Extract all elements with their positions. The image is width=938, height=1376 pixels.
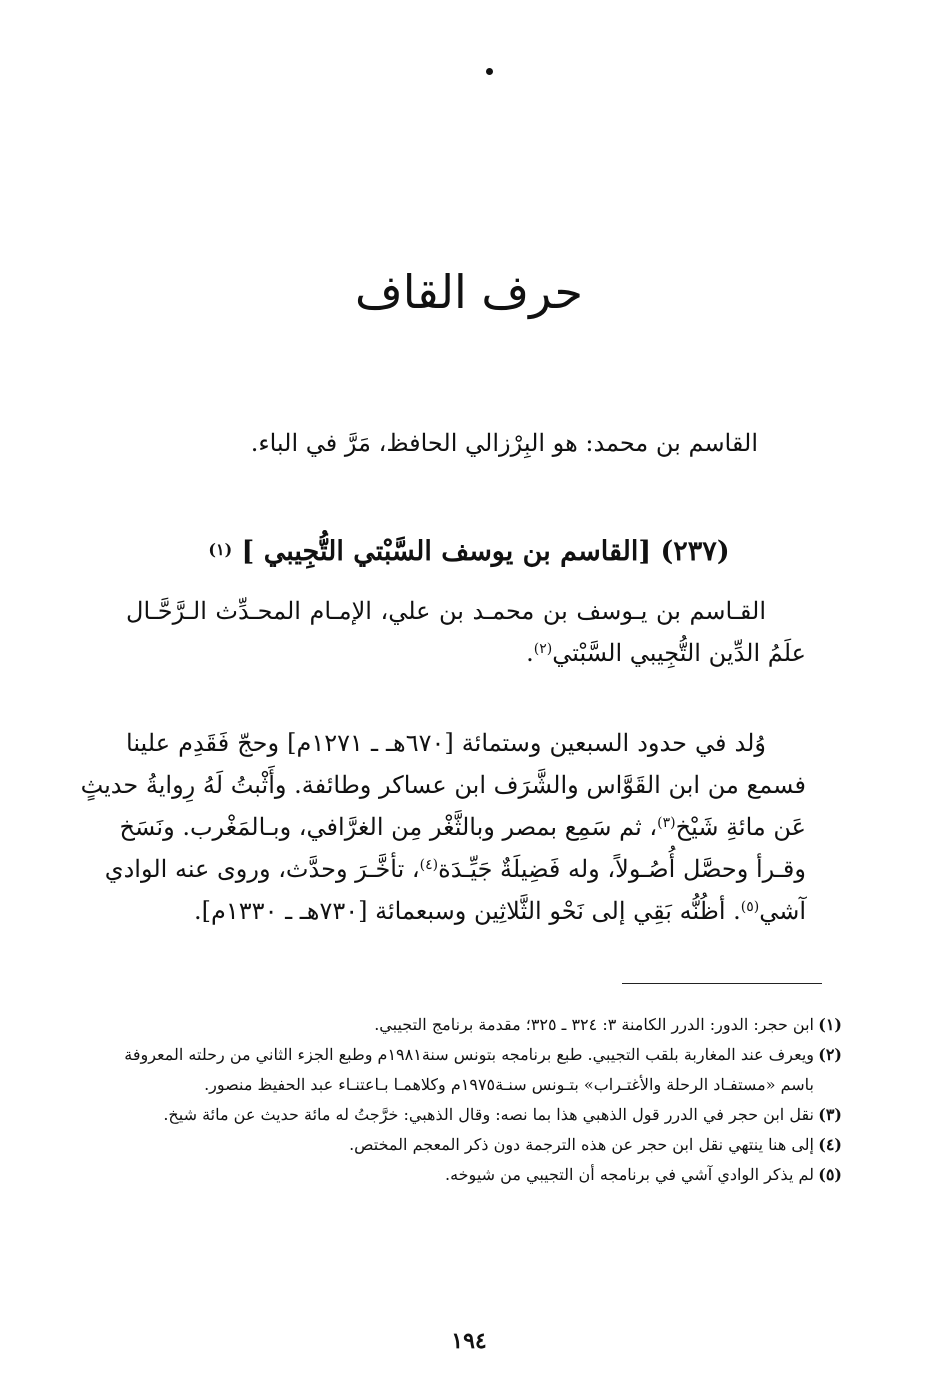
footnote-marker: (٣) [657,815,676,831]
footnote-marker: (٢) [533,641,553,657]
entry-paragraph-2 [80,722,806,932]
paragraph-text: آشي [759,897,806,925]
footnote-number: (٤) [818,1135,842,1154]
footnote-number: (٥) [818,1165,842,1184]
footnote-marker: (٥) [740,899,760,915]
footnote-number: (١) [818,1015,842,1034]
footnote-item [92,1130,842,1160]
paragraph-line [126,890,806,932]
page-number: ١٩٤ [451,1328,487,1354]
paragraph-text: ، تأخَّـرَ وحدَّث، وروى عنه الوادي [104,855,420,883]
footnote-item [92,1040,842,1100]
entry-heading [0,532,938,572]
paragraph-line: وُلد في حدود السبعين وستمائة [٦٧٠هـ ـ ١٢٧١م] وحجّ فَقَدِم علينا [126,729,766,757]
paragraph-line: القـاسم بن يـوسف بن محمـد بن علي، الإمـام المحـدِّث الـرَّحَّـال [126,597,766,625]
paragraph-line [119,806,806,848]
footnote-text: لم يذكر الوادي آشي في برنامجه أن التجيبي من شيوخه. [445,1165,814,1184]
paragraph-line: فسمع من ابن القَوَّاس والشَّرَف ابن عساكر وطائفة. وأَثْبتُ لَهُ رِوايةُ حديثٍ [80,771,806,799]
paragraph-text: . [526,639,534,667]
cross-reference-line: القاسم بن محمد: هو البِرْزالي الحافظ، مَرَّ في الباء. [250,429,758,457]
footnote-item [92,1100,842,1130]
paragraph-line [104,848,806,890]
paragraph-text: ، ثم سَمِع بمصر وبالثَّغْر مِن الغرَّافي، وبـالمَغْرب. ونَسَخ [119,813,658,841]
paragraph-text: . أظُنُّه بَقِي إلى نَحْو الثَّلاثِين وسبعمائة [٧٣٠هـ ـ ١٣٣٠م]. [194,897,741,925]
footnote-item [92,1010,842,1040]
paragraph-text: وقـرأ وحصَّل أُصُـولاً، وله فَضِيلَةٌ جَيِّـدَة [438,855,806,883]
footnotes-section [92,1010,842,1190]
footnote-marker: (٤) [419,857,439,873]
footnote-number: (٢) [818,1045,842,1064]
footnote-separator-rule [622,983,822,984]
chapter-heading: حرف القاف [355,265,583,319]
paragraph-text: عَن مائةِ شَيْخ [675,813,806,841]
paragraph-text: علَمُ الدِّين التُّجِيبي السَّبْتي [552,639,806,667]
footnote-item [92,1160,842,1190]
page-dot-mark [486,68,493,75]
entry-heading-footnote-marker: (١) [208,540,233,559]
footnote-text: ابن حجر: الدور: الدرر الكامنة ٣: ٣٢٤ ـ ٣٢٥؛ مقدمة برنامج التجيبي. [374,1015,814,1034]
footnote-number: (٣) [818,1105,842,1124]
footnote-text: نقل ابن حجر في الدرر قول الذهبي هذا بما نصه: وقال الذهبي: خرَّجتُ له مائة حديث عن مائة شيخ. [163,1105,814,1124]
entry-heading-text: (٢٣٧) [القاسم بن يوسف السَّبْتي التُّجِيبي ] [241,536,730,567]
footnote-text: إلى هنا ينتهي نقل ابن حجر عن هذه الترجمة دون ذكر المعجم المختص. [349,1135,814,1154]
footnote-text: ويعرف عند المغاربة بلقب التجيبي. طبع برنامجه بتونس سنة١٩٨١م وطبع الجزء الثاني من رحلته المعروفة باسم «مستفـاد الرحلة والأغتـراب» بتـونس سنـة١٩٧٥م وكلاهمـا بـاعتنـاء عبد الحفيظ منصور. [124,1045,814,1094]
entry-paragraph-1 [126,590,806,674]
paragraph-line [126,632,806,674]
